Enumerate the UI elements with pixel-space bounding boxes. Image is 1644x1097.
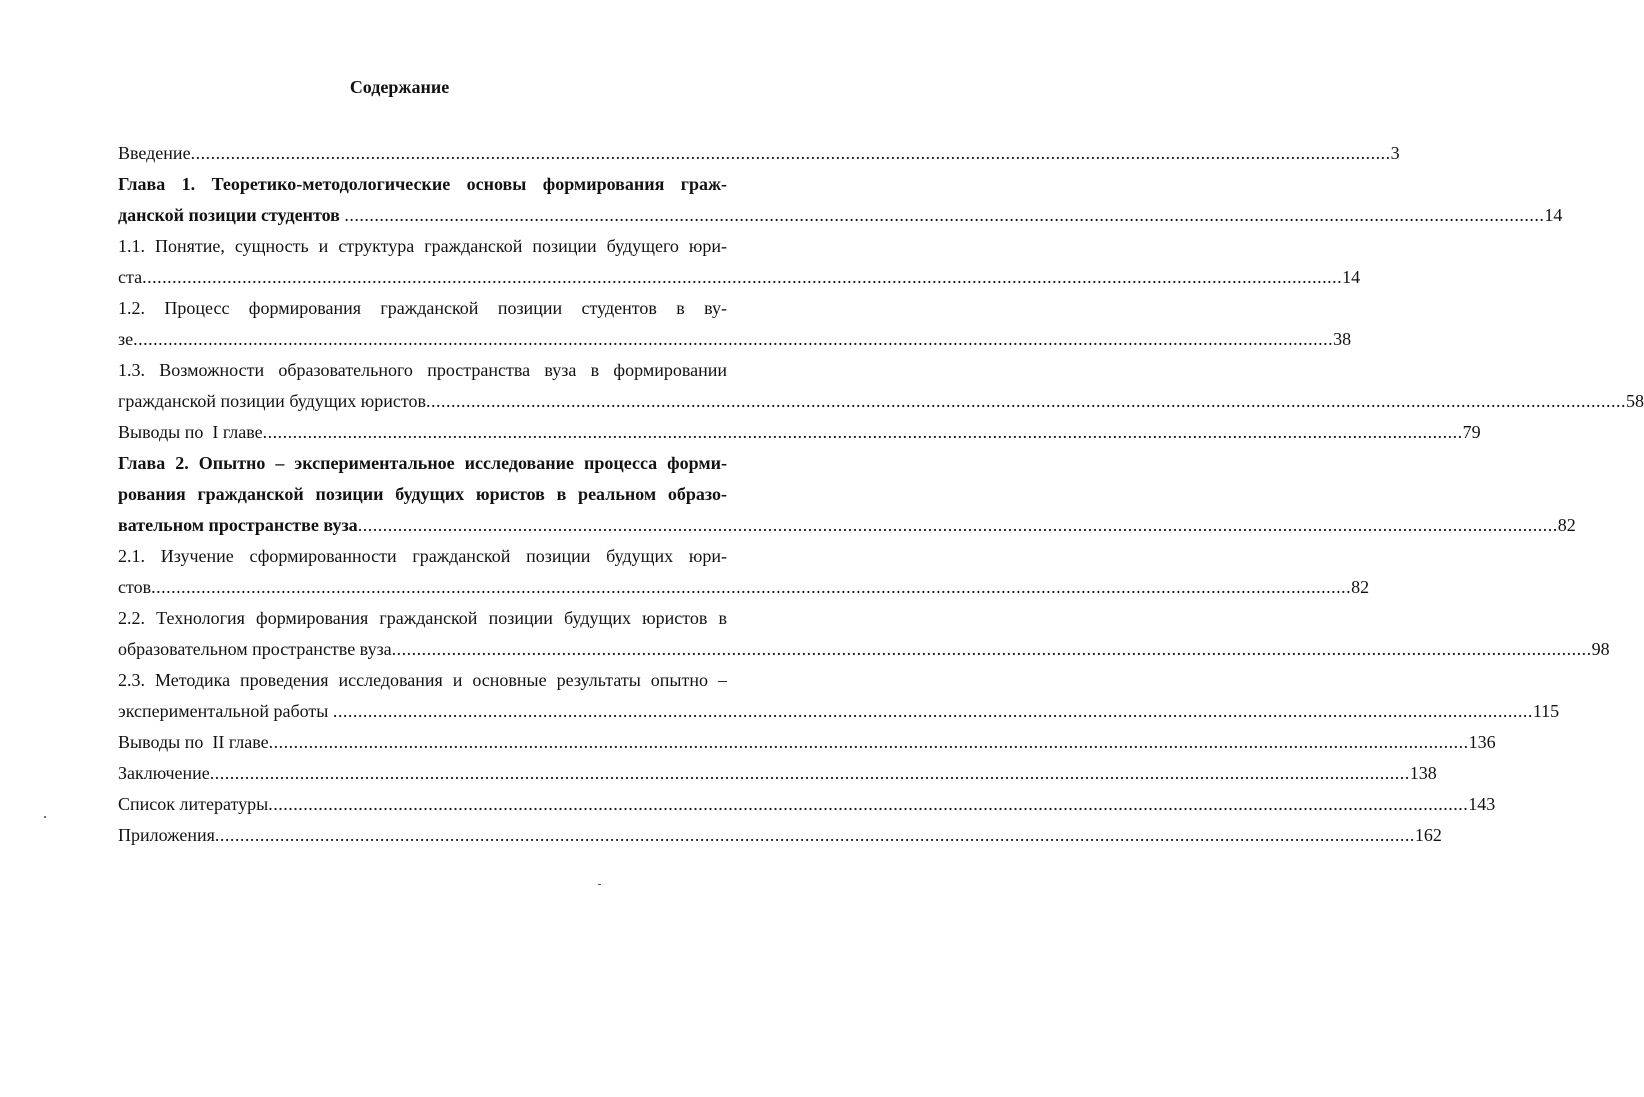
toc-entry-last-line bbox=[118, 262, 1361, 293]
toc-entry bbox=[118, 789, 1496, 820]
toc-page-number: 82 bbox=[1351, 577, 1370, 597]
dot-leader: ................................................................................................................................................................................................................................................ bbox=[268, 732, 1469, 752]
table-of-contents bbox=[118, 138, 1644, 851]
toc-entry-last-line bbox=[118, 727, 1496, 758]
toc-entry-text-line: 1.1. Понятие, сущность и структура гражданской позиции будущего юри- bbox=[118, 236, 727, 256]
dot-leader: ................................................................................................................................................................................................................................................ bbox=[426, 391, 1627, 411]
dot-leader: ................................................................................................................................................................................................................................................ bbox=[151, 577, 1352, 597]
dot-leader: ................................................................................................................................................................................................................................................ bbox=[133, 329, 1334, 349]
toc-entry-last-line bbox=[118, 758, 1437, 789]
toc-entry bbox=[118, 417, 1481, 448]
toc-page-number: 136 bbox=[1468, 732, 1496, 752]
scan-speck bbox=[44, 816, 46, 818]
toc-entry-title: Выводы по II главе bbox=[118, 732, 269, 752]
toc-entry-title: ста bbox=[118, 267, 143, 287]
toc-page-number: 38 bbox=[1333, 329, 1352, 349]
toc-page-number: 3 bbox=[1390, 143, 1400, 163]
toc-page-number: 14 bbox=[1544, 205, 1563, 225]
toc-entry-last-line bbox=[118, 417, 1481, 448]
toc-chapter-entry bbox=[118, 169, 1563, 231]
toc-entry-text-line: 1.2. Процесс формирования гражданской позиции студентов в ву- bbox=[118, 298, 727, 318]
toc-entry-text-line: 1.3. Возможности образовательного пространства вуза в формировании bbox=[118, 360, 727, 380]
dot-leader: ................................................................................................................................................................................................................................................ bbox=[332, 701, 1533, 721]
toc-entry bbox=[118, 603, 1610, 665]
dot-leader: ................................................................................................................................................................................................................................................ bbox=[357, 515, 1558, 535]
toc-entry bbox=[118, 355, 1644, 417]
toc-page-number: 115 bbox=[1532, 701, 1560, 721]
toc-entry-last-line bbox=[118, 386, 1644, 417]
toc-entry-last-line bbox=[118, 510, 1576, 541]
toc-entry bbox=[118, 665, 1560, 727]
toc-page-number: 79 bbox=[1462, 422, 1481, 442]
toc-page-number: 162 bbox=[1414, 825, 1442, 845]
dot-leader: ................................................................................................................................................................................................................................................ bbox=[391, 639, 1592, 659]
page-title: Содержание bbox=[349, 77, 450, 97]
dot-leader: ................................................................................................................................................................................................................................................ bbox=[209, 763, 1410, 783]
toc-entry-text-line: 2.2. Технология формирования гражданской позиции будущих юристов в bbox=[118, 608, 727, 628]
toc-page-number: 14 bbox=[1342, 267, 1361, 287]
toc-entry-text-line: 2.3. Методика проведения исследования и основные результаты опытно – bbox=[118, 670, 727, 690]
toc-entry-last-line bbox=[118, 138, 1400, 169]
dot-leader: ................................................................................................................................................................................................................................................ bbox=[190, 143, 1391, 163]
toc-entry bbox=[118, 231, 1361, 293]
dot-leader: ................................................................................................................................................................................................................................................ bbox=[344, 205, 1545, 225]
toc-entry-last-line bbox=[118, 572, 1370, 603]
toc-entry-title: гражданской позиции будущих юристов bbox=[118, 391, 427, 411]
toc-page-number: 58 bbox=[1626, 391, 1644, 411]
toc-entry-title: Введение bbox=[118, 143, 191, 163]
toc-entry-title: Заключение bbox=[118, 763, 210, 783]
toc-entry-last-line bbox=[118, 634, 1610, 665]
toc-entry bbox=[118, 820, 1442, 851]
dot-leader: ................................................................................................................................................................................................................................................ bbox=[142, 267, 1343, 287]
toc-page-number: 98 bbox=[1591, 639, 1610, 659]
toc-page-number: 143 bbox=[1468, 794, 1496, 814]
toc-entry-last-line bbox=[118, 820, 1442, 851]
toc-entry-text-line: Глава 1. Теоретико-методологические основы формирования граж- bbox=[118, 174, 727, 194]
toc-entry-text-line: 2.1. Изучение сформированности гражданской позиции будущих юри- bbox=[118, 546, 727, 566]
toc-entry-text-line: Глава 2. Опытно – экспериментальное исследование процесса форми- bbox=[118, 453, 727, 473]
toc-entry-title: данской позиции студентов bbox=[118, 205, 345, 225]
toc-entry-text-line: рования гражданской позиции будущих юристов в реальном образо- bbox=[118, 484, 727, 504]
scan-speck bbox=[598, 884, 601, 885]
toc-chapter-entry bbox=[118, 448, 1576, 541]
toc-entry-last-line bbox=[118, 696, 1560, 727]
toc-entry-title: зе bbox=[118, 329, 134, 349]
toc-page-number: 138 bbox=[1409, 763, 1437, 783]
toc-entry-last-line bbox=[118, 324, 1352, 355]
toc-entry-title: экспериментальной работы bbox=[118, 701, 333, 721]
dot-leader: ................................................................................................................................................................................................................................................ bbox=[214, 825, 1415, 845]
toc-entry bbox=[118, 758, 1437, 789]
toc-entry-title: стов bbox=[118, 577, 152, 597]
toc-entry bbox=[118, 293, 1352, 355]
toc-entry-title: Список литературы bbox=[118, 794, 269, 814]
toc-entry-title: вательном пространстве вуза bbox=[118, 515, 358, 535]
toc-entry-title: Выводы по I главе bbox=[118, 422, 263, 442]
toc-entry bbox=[118, 727, 1496, 758]
toc-entry-last-line bbox=[118, 200, 1563, 231]
toc-entry bbox=[118, 541, 1370, 603]
toc-page-number: 82 bbox=[1557, 515, 1576, 535]
dot-leader: ................................................................................................................................................................................................................................................ bbox=[262, 422, 1463, 442]
dot-leader: ................................................................................................................................................................................................................................................ bbox=[268, 794, 1469, 814]
toc-entry bbox=[118, 138, 1400, 169]
toc-entry-last-line bbox=[118, 789, 1496, 820]
toc-entry-title: Приложения bbox=[118, 825, 215, 845]
toc-entry-title: образовательном пространстве вуза bbox=[118, 639, 392, 659]
